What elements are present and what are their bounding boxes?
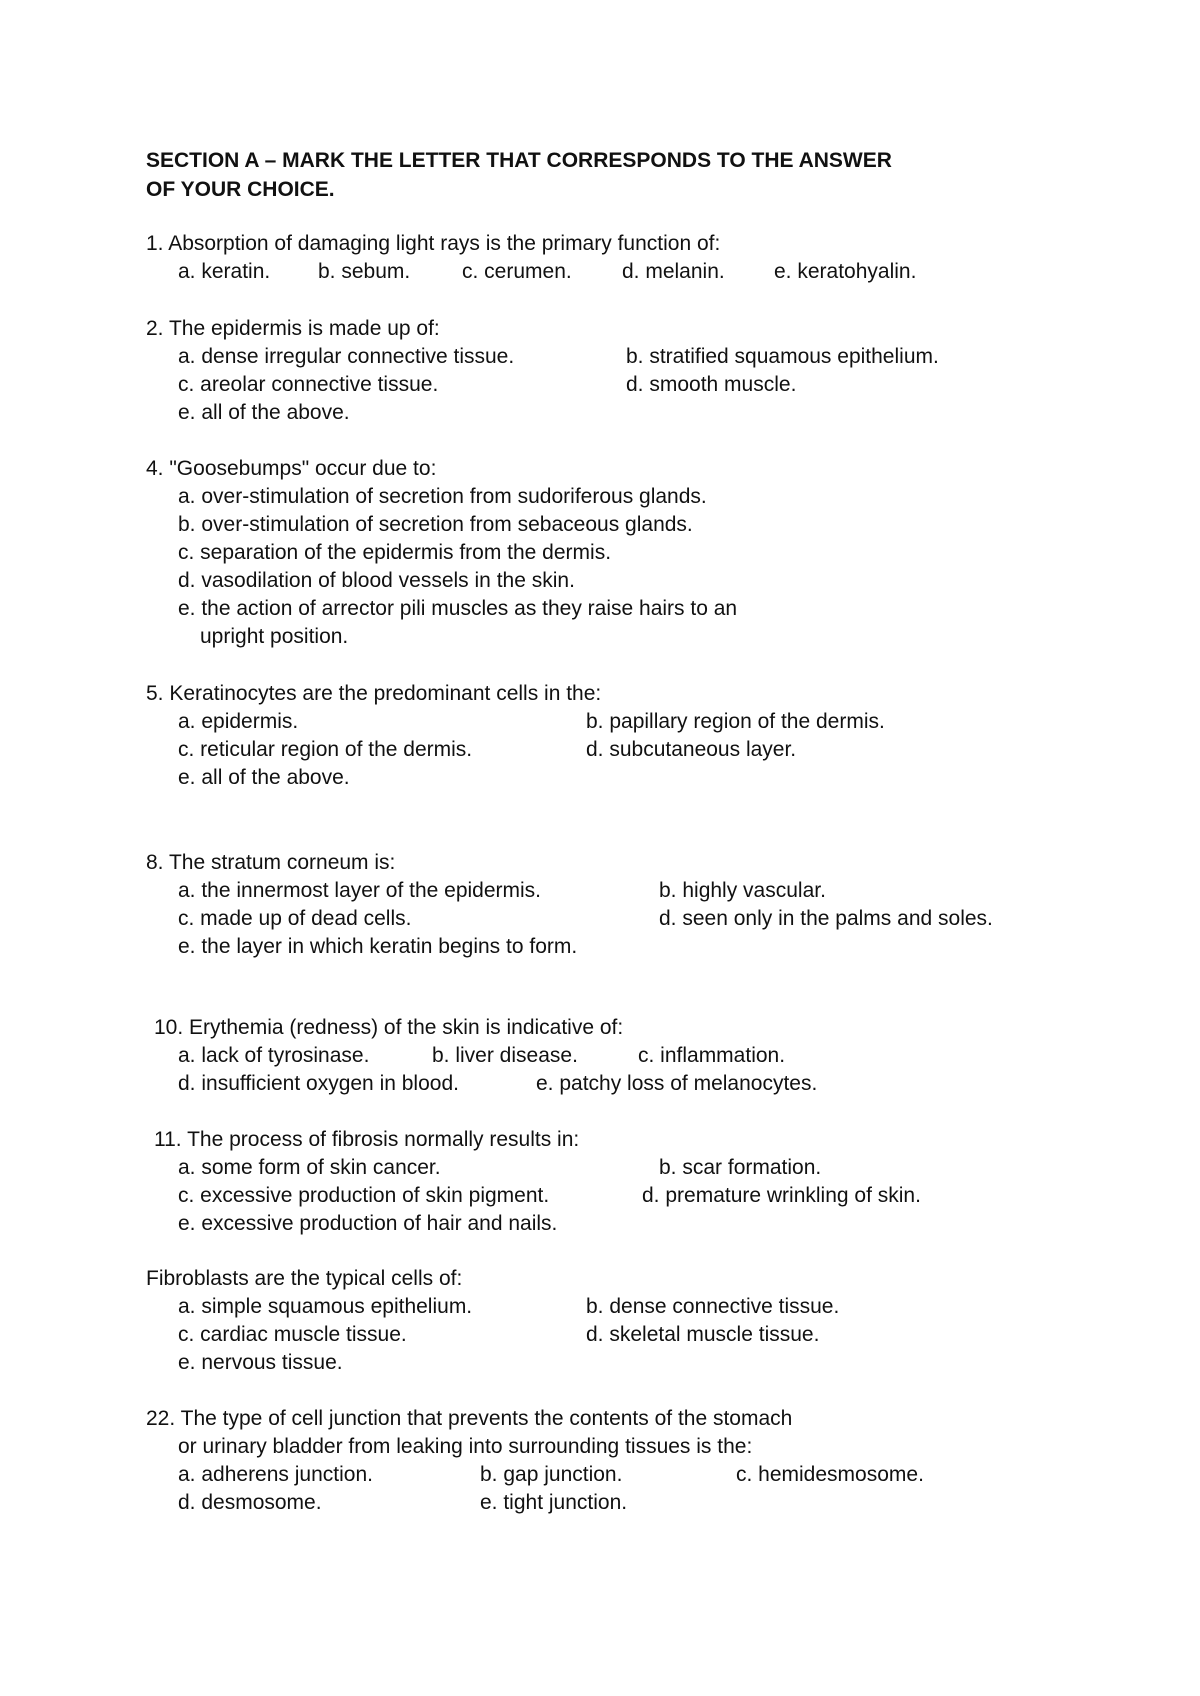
option-b: b. papillary region of the dermis. bbox=[586, 710, 885, 733]
question-stem: 1. Absorption of damaging light rays is the primary function of: bbox=[146, 232, 721, 255]
option-e: e. the action of arrector pili muscles as they raise hairs to an bbox=[178, 597, 738, 620]
question-stem: 8. The stratum corneum is: bbox=[146, 851, 396, 874]
question-4 bbox=[146, 455, 1146, 651]
question-stem-continued: or urinary bladder from leaking into surrounding tissues is the: bbox=[178, 1435, 753, 1458]
option-d: d. seen only in the palms and soles. bbox=[659, 907, 993, 930]
question-11 bbox=[146, 1126, 1146, 1238]
option-c: c. cardiac muscle tissue. bbox=[178, 1323, 407, 1346]
option-e: e. all of the above. bbox=[178, 766, 350, 789]
question-stem: 10. Erythemia (redness) of the skin is indicative of: bbox=[154, 1016, 624, 1039]
question-1 bbox=[146, 230, 1146, 286]
option-a: a. simple squamous epithelium. bbox=[178, 1295, 473, 1318]
option-c: c. inflammation. bbox=[638, 1044, 786, 1067]
question-22 bbox=[146, 1405, 1146, 1517]
option-b: b. scar formation. bbox=[659, 1156, 822, 1179]
option-b: b. sebum. bbox=[318, 260, 411, 283]
option-e-continued: upright position. bbox=[200, 625, 349, 648]
question-stem: 11. The process of fibrosis normally results in: bbox=[154, 1128, 580, 1151]
option-c: c. reticular region of the dermis. bbox=[178, 738, 473, 761]
option-a: a. epidermis. bbox=[178, 710, 299, 733]
option-a: a. over-stimulation of secretion from sudoriferous glands. bbox=[178, 485, 707, 508]
option-a: a. some form of skin cancer. bbox=[178, 1156, 441, 1179]
section-heading bbox=[146, 146, 1066, 204]
question-5 bbox=[146, 680, 1146, 792]
question-stem: 5. Keratinocytes are the predominant cells in the: bbox=[146, 682, 602, 705]
option-a: a. keratin. bbox=[178, 260, 271, 283]
option-d: d. insufficient oxygen in blood. bbox=[178, 1072, 459, 1095]
question-stem: 4. "Goosebumps" occur due to: bbox=[146, 457, 437, 480]
option-c: c. hemidesmosome. bbox=[736, 1463, 924, 1486]
option-b: b. liver disease. bbox=[432, 1044, 578, 1067]
option-a: a. lack of tyrosinase. bbox=[178, 1044, 370, 1067]
option-c: c. made up of dead cells. bbox=[178, 907, 412, 930]
question-2 bbox=[146, 315, 1146, 427]
option-a: a. the innermost layer of the epidermis. bbox=[178, 879, 542, 902]
question-stem: 2. The epidermis is made up of: bbox=[146, 317, 440, 340]
option-b: b. over-stimulation of secretion from sebaceous glands. bbox=[178, 513, 693, 536]
option-e: e. patchy loss of melanocytes. bbox=[536, 1072, 818, 1095]
question-10 bbox=[146, 1014, 1146, 1098]
option-d: d. skeletal muscle tissue. bbox=[586, 1323, 820, 1346]
option-e: e. all of the above. bbox=[178, 401, 350, 424]
question-stem: 22. The type of cell junction that prevents the contents of the stomach bbox=[146, 1407, 793, 1430]
section-heading-line-2: OF YOUR CHOICE. bbox=[146, 178, 335, 201]
section-heading-line-1: SECTION A – MARK THE LETTER THAT CORRESPONDS TO THE ANSWER bbox=[146, 149, 892, 172]
option-d: d. smooth muscle. bbox=[626, 373, 797, 396]
option-b: b. dense connective tissue. bbox=[586, 1295, 840, 1318]
option-d: d. premature wrinkling of skin. bbox=[642, 1184, 921, 1207]
question-stem: Fibroblasts are the typical cells of: bbox=[146, 1267, 463, 1290]
option-e: e. excessive production of hair and nails. bbox=[178, 1212, 558, 1235]
option-e: e. tight junction. bbox=[480, 1491, 628, 1514]
option-d: d. subcutaneous layer. bbox=[586, 738, 797, 761]
option-c: c. separation of the epidermis from the dermis. bbox=[178, 541, 612, 564]
option-a: a. dense irregular connective tissue. bbox=[178, 345, 515, 368]
question-fibroblasts bbox=[146, 1265, 1146, 1377]
option-c: c. cerumen. bbox=[462, 260, 572, 283]
option-b: b. highly vascular. bbox=[659, 879, 826, 902]
option-b: b. stratified squamous epithelium. bbox=[626, 345, 939, 368]
option-d: d. desmosome. bbox=[178, 1491, 322, 1514]
option-e: e. the layer in which keratin begins to form. bbox=[178, 935, 578, 958]
option-c: c. areolar connective tissue. bbox=[178, 373, 439, 396]
option-e: e. keratohyalin. bbox=[774, 260, 917, 283]
option-e: e. nervous tissue. bbox=[178, 1351, 343, 1374]
option-d: d. vasodilation of blood vessels in the skin. bbox=[178, 569, 575, 592]
question-8 bbox=[146, 849, 1146, 961]
option-a: a. adherens junction. bbox=[178, 1463, 373, 1486]
option-d: d. melanin. bbox=[622, 260, 725, 283]
option-c: c. excessive production of skin pigment. bbox=[178, 1184, 550, 1207]
option-b: b. gap junction. bbox=[480, 1463, 623, 1486]
